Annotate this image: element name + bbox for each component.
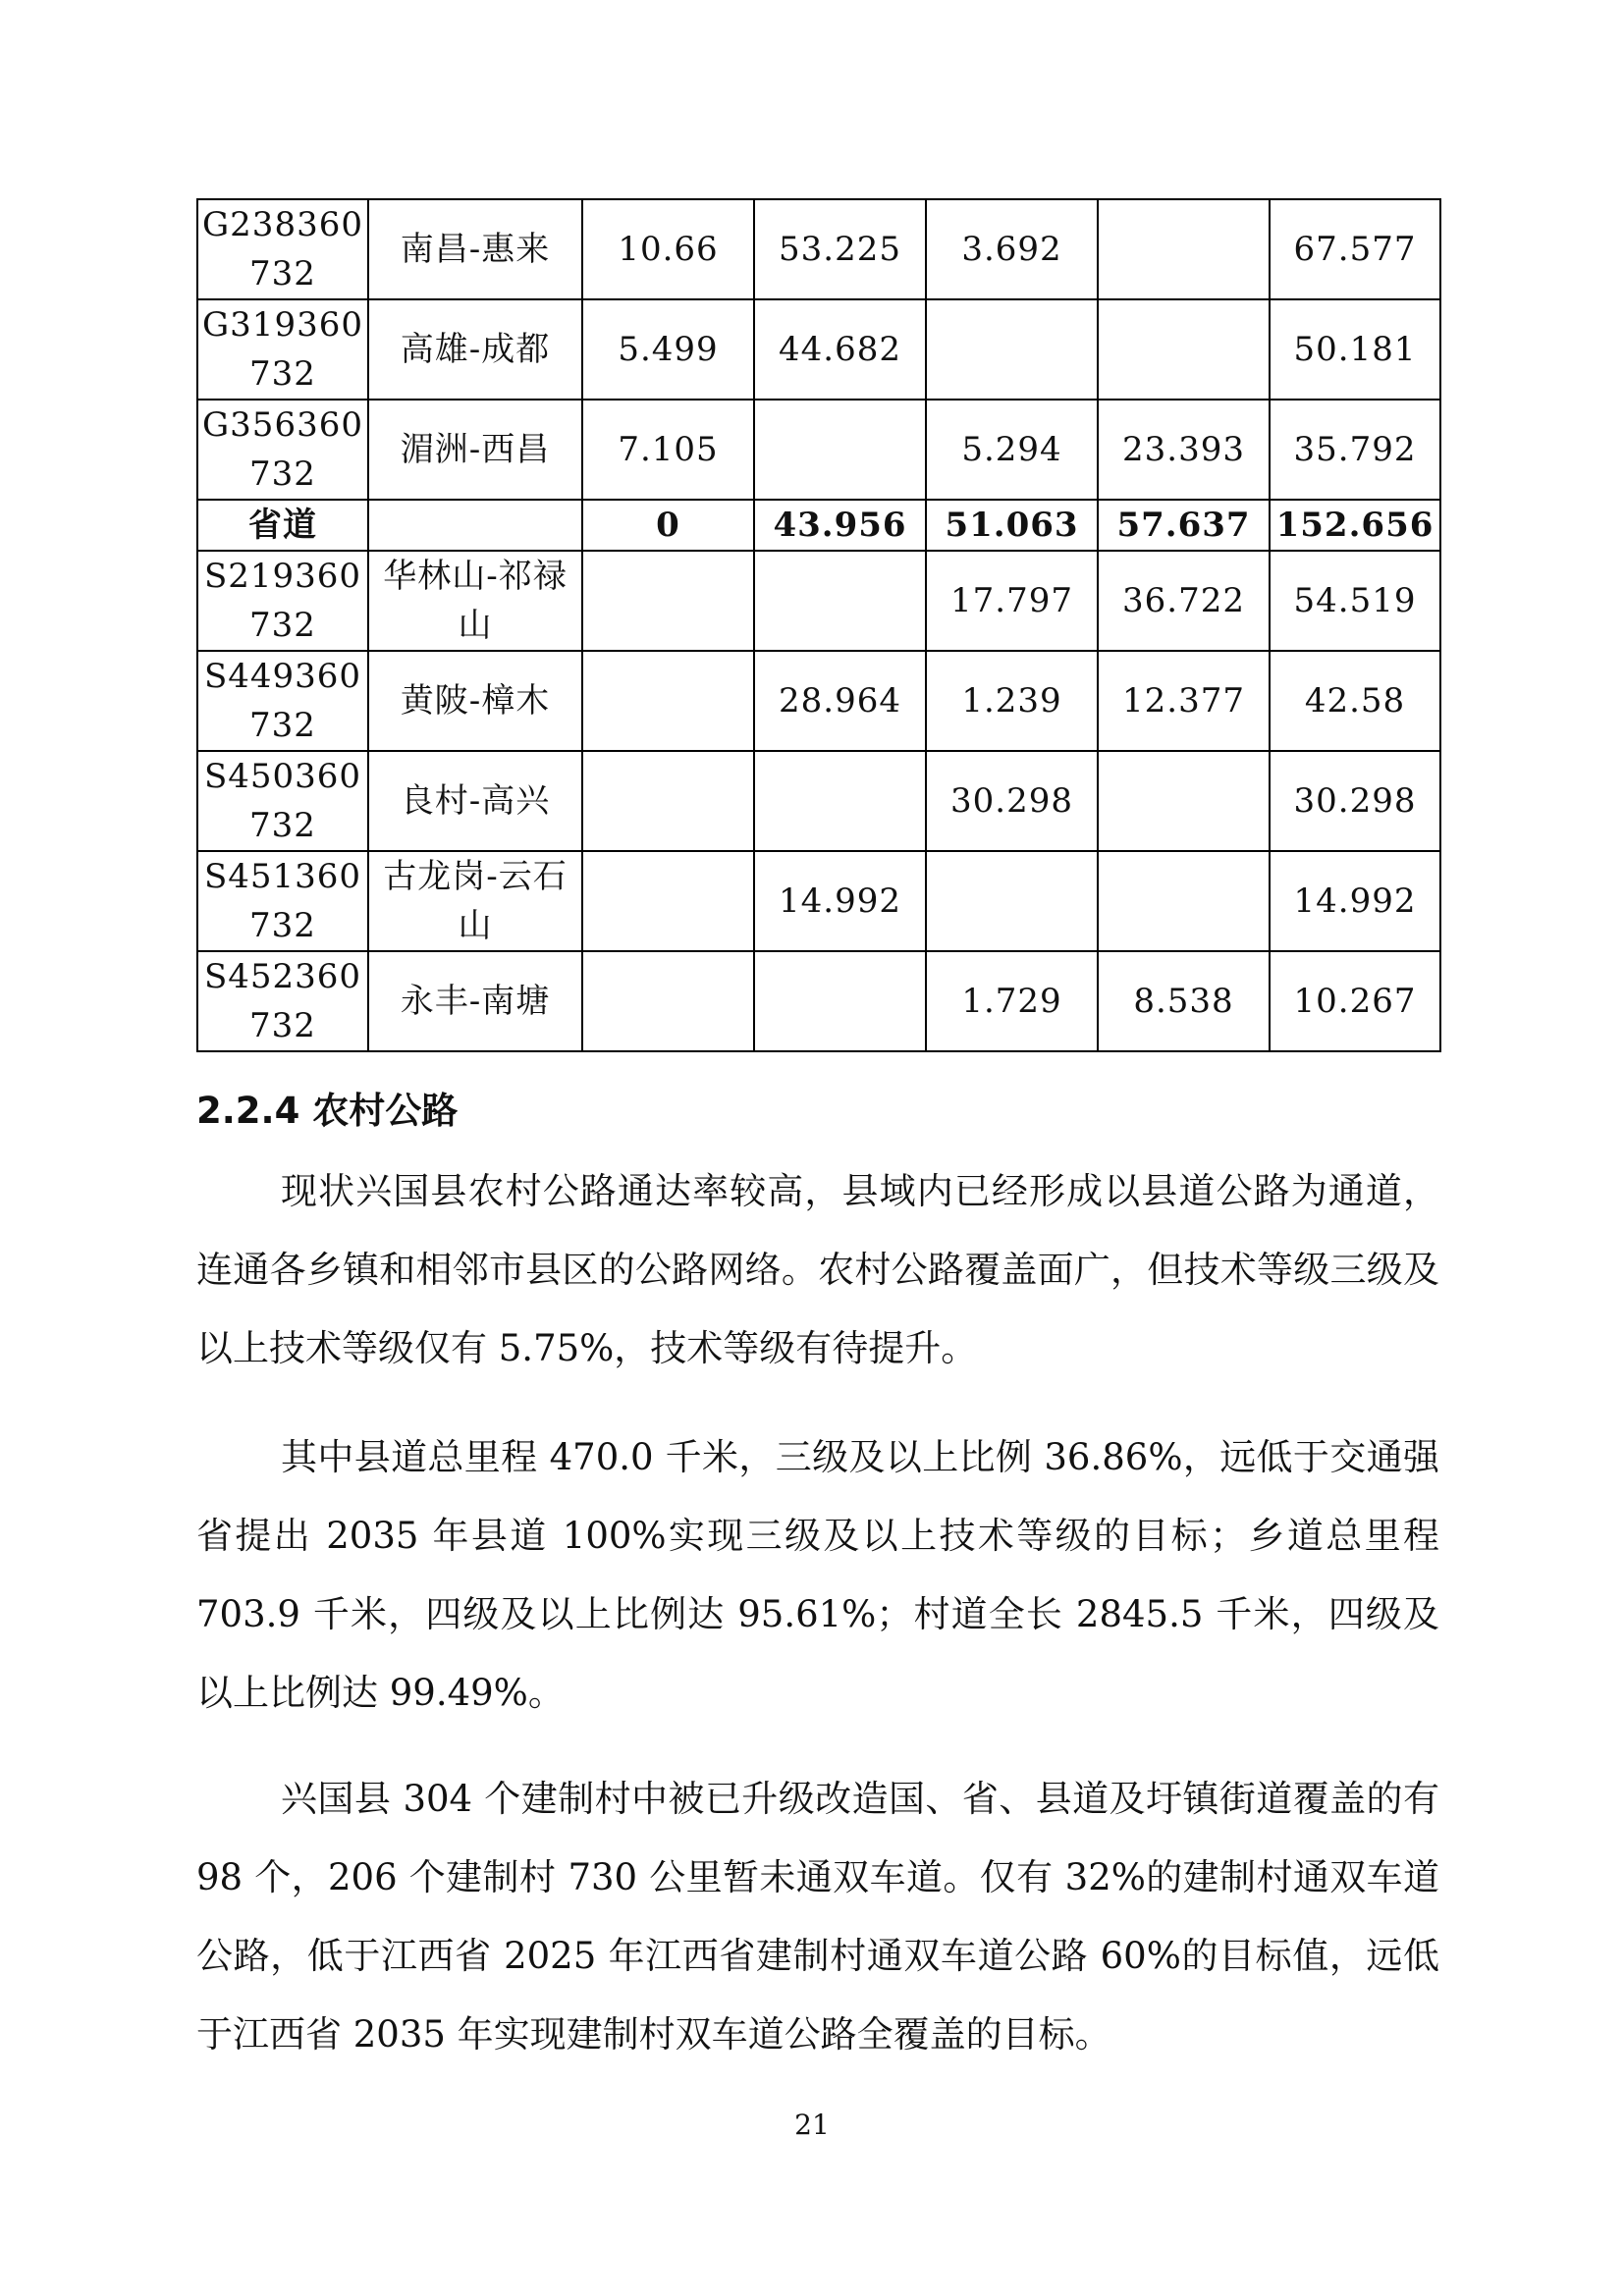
table-row [197, 400, 1440, 500]
summary-value-cell: 43.956 [754, 500, 926, 551]
value-cell: 23.393 [1098, 400, 1270, 500]
total-cell: 10.267 [1270, 951, 1440, 1051]
summary-value-cell: 0 [582, 500, 754, 551]
total-cell: 50.181 [1270, 299, 1440, 400]
value-cell [1098, 851, 1270, 951]
road-name-cell: 湄洲-西昌 [368, 400, 582, 500]
value-cell: 30.298 [926, 751, 1098, 851]
value-cell: 3.692 [926, 199, 1098, 299]
value-cell [582, 751, 754, 851]
value-cell [754, 951, 926, 1051]
value-cell [582, 851, 754, 951]
road-name-cell: 南昌-惠来 [368, 199, 582, 299]
value-cell: 12.377 [1098, 651, 1270, 751]
table-row [197, 299, 1440, 400]
value-cell [582, 551, 754, 651]
road-code-cell: S449360732 [197, 651, 368, 751]
road-code-cell: S452360732 [197, 951, 368, 1051]
road-code-cell: G356360732 [197, 400, 368, 500]
value-cell [754, 751, 926, 851]
road-code-cell: S451360732 [197, 851, 368, 951]
road-mileage-table [196, 198, 1441, 1052]
road-name-cell: 古龙岗-云石山 [368, 851, 582, 951]
summary-name-cell [368, 500, 582, 551]
road-name-cell: 永丰-南塘 [368, 951, 582, 1051]
table-row [197, 751, 1440, 851]
value-cell [1098, 751, 1270, 851]
section-heading: 2.2.4 农村公路 [196, 1090, 459, 1132]
value-cell: 10.66 [582, 199, 754, 299]
value-cell [754, 551, 926, 651]
table-row [197, 951, 1440, 1051]
page-number: 21 [794, 2109, 830, 2141]
value-cell: 28.964 [754, 651, 926, 751]
table-row [197, 199, 1440, 299]
road-code-cell: S219360732 [197, 551, 368, 651]
value-cell [926, 299, 1098, 400]
total-cell: 35.792 [1270, 400, 1440, 500]
summary-value-cell: 51.063 [926, 500, 1098, 551]
value-cell [1098, 299, 1270, 400]
value-cell: 17.797 [926, 551, 1098, 651]
value-cell: 8.538 [1098, 951, 1270, 1051]
total-cell: 42.58 [1270, 651, 1440, 751]
total-cell: 30.298 [1270, 751, 1440, 851]
value-cell [926, 851, 1098, 951]
summary-label-cell: 省道 [197, 500, 368, 551]
value-cell [582, 651, 754, 751]
table-row [197, 551, 1440, 651]
value-cell: 53.225 [754, 199, 926, 299]
road-name-cell: 黄陂-樟木 [368, 651, 582, 751]
road-name-cell: 华林山-祁禄山 [368, 551, 582, 651]
value-cell: 5.294 [926, 400, 1098, 500]
value-cell: 1.239 [926, 651, 1098, 751]
value-cell [1098, 199, 1270, 299]
value-cell: 14.992 [754, 851, 926, 951]
total-cell: 67.577 [1270, 199, 1440, 299]
value-cell: 36.722 [1098, 551, 1270, 651]
value-cell: 1.729 [926, 951, 1098, 1051]
total-cell: 54.519 [1270, 551, 1440, 651]
value-cell: 44.682 [754, 299, 926, 400]
road-code-cell: S450360732 [197, 751, 368, 851]
value-cell [582, 951, 754, 1051]
road-code-cell: G319360732 [197, 299, 368, 400]
road-name-cell: 高雄-成都 [368, 299, 582, 400]
value-cell: 5.499 [582, 299, 754, 400]
summary-total-cell: 152.656 [1270, 500, 1440, 551]
body-paragraph: 其中县道总里程 470.0 千米，三级及以上比例 36.86%，远低于交通强省提出 2035 年县道 100%实现三级及以上技术等级的目标；乡道总里程 703.9 千米，四级及以上比例达 95.61%；村道全长 2845.5 千米，四级及以上比例达 99.49%。 [196, 1436, 1439, 1714]
summary-value-cell: 57.637 [1098, 500, 1270, 551]
value-cell [754, 400, 926, 500]
table-row [197, 651, 1440, 751]
table-row [197, 851, 1440, 951]
body-paragraph: 现状兴国县农村公路通达率较高，县域内已经形成以县道公路为通道，连通各乡镇和相邻市县区的公路网络。农村公路覆盖面广，但技术等级三级及以上技术等级仅有 5.75%，技术等级有待提升。 [196, 1170, 1439, 1369]
total-cell: 14.992 [1270, 851, 1440, 951]
road-code-cell: G238360732 [197, 199, 368, 299]
road-name-cell: 良村-高兴 [368, 751, 582, 851]
value-cell: 7.105 [582, 400, 754, 500]
table-summary-row [197, 500, 1440, 551]
body-paragraph: 兴国县 304 个建制村中被已升级改造国、省、县道及圩镇街道覆盖的有 98 个，206 个建制村 730 公里暂未通双车道。仅有 32%的建制村通双车道公路，低于江西省 2025 年江西省建制村通双车道公路 60%的目标值，远低于江西省 2035 年实现建制村双车道公路全覆盖的目标。 [196, 1778, 1439, 2056]
